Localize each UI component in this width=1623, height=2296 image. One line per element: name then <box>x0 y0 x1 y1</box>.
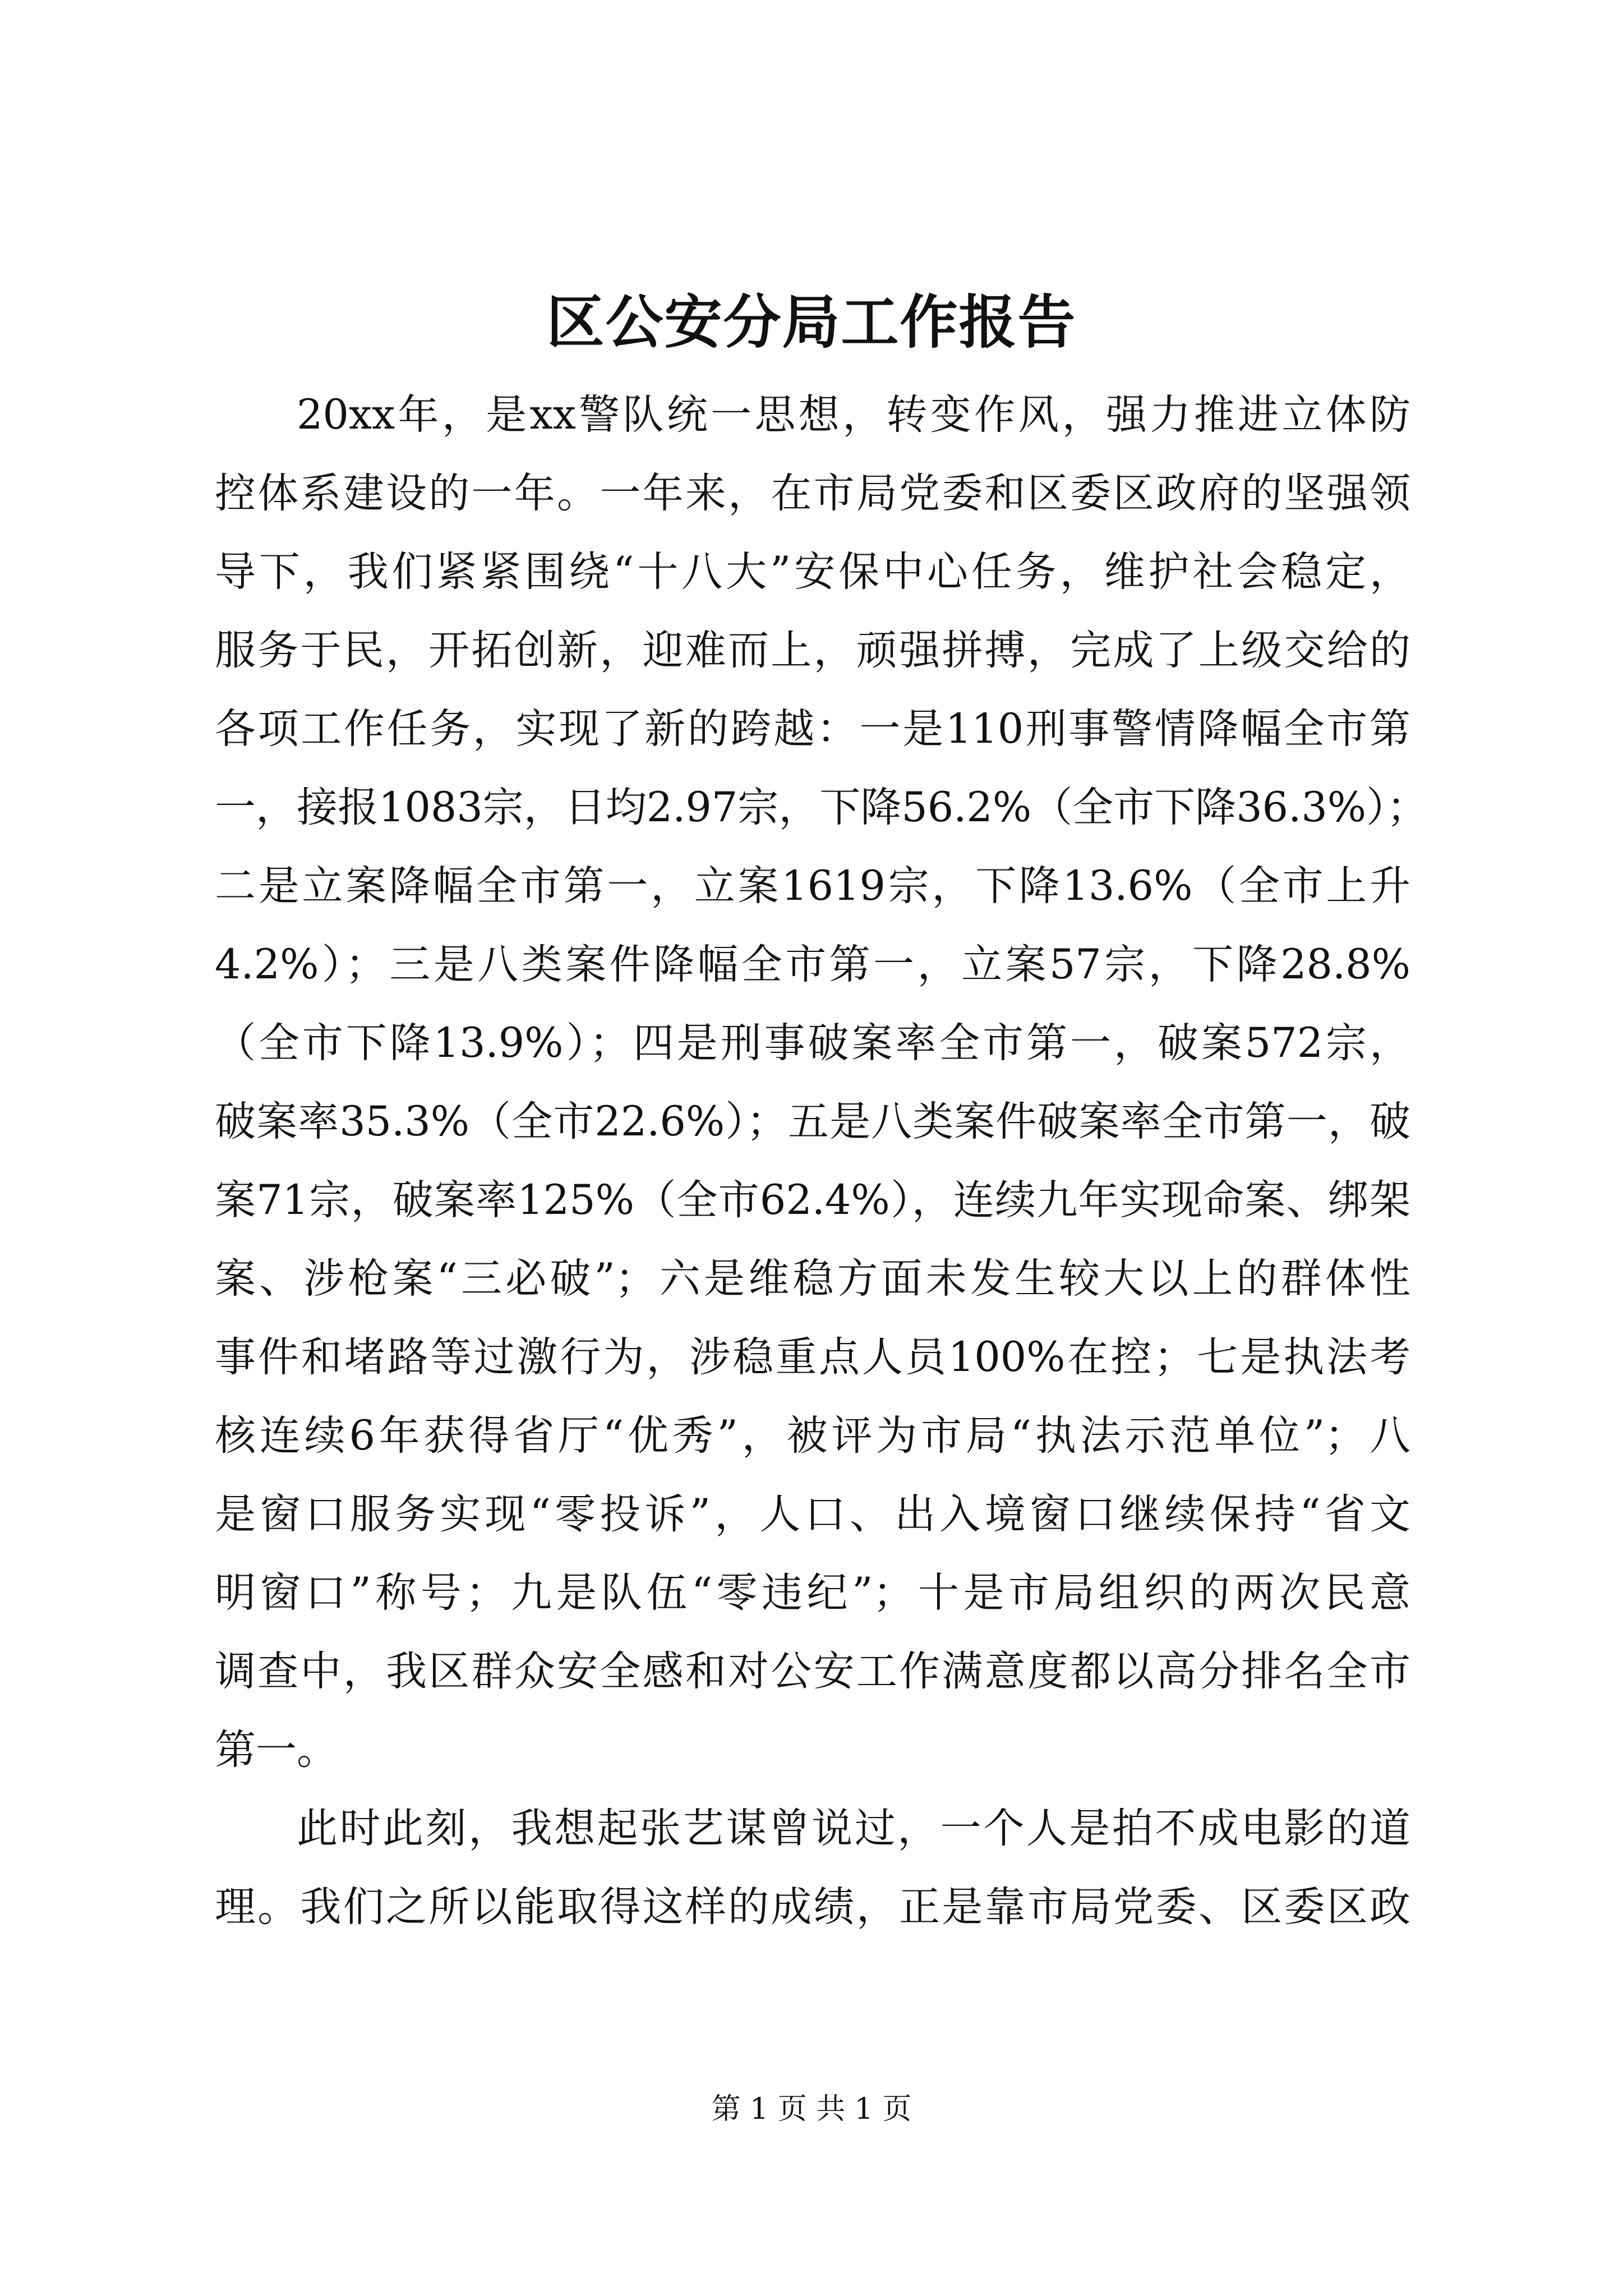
paragraph-line: 4.2%）；三是八类案件降幅全市第一，立案57宗，下降28.8% <box>215 941 1410 988</box>
paragraph-line: 各项工作任务，实现了新的跨越：一是110刑事警情降幅全市第 <box>215 705 1410 753</box>
paragraph-line: 破案率35.3%（全市22.6%）；五是八类案件破案率全市第一，破 <box>215 1098 1410 1145</box>
paragraph-line: 调查中，我区群众安全感和对公安工作满意度都以高分排名全市 <box>215 1648 1410 1695</box>
paragraph-line: 二是立案降幅全市第一，立案1619宗，下降13.6%（全市上升 <box>215 862 1410 910</box>
paragraph-line: 事件和堵路等过激行为，涉稳重点人员100%在控；七是执法考 <box>215 1333 1410 1381</box>
document-title: 区公安分局工作报告 <box>546 288 1077 356</box>
paragraph-line: 第一。 <box>215 1726 338 1774</box>
paragraph-line: 服务于民，开拓创新，迎难而上，顽强拼搏，完成了上级交给的 <box>215 627 1410 674</box>
paragraph-line: 导下，我们紧紧围绕“十八大”安保中心任务，维护社会稳定， <box>215 548 1410 596</box>
paragraph-line: 控体系建设的一年。一年来，在市局党委和区委区政府的坚强领 <box>215 470 1410 517</box>
page-footer: 第 1 页 共 1 页 <box>711 2092 912 2126</box>
paragraph-line: 核连续6年获得省厅“优秀”，被评为市局“执法示范单位”；八 <box>215 1412 1410 1460</box>
paragraph-line: 一，接报1083宗，日均2.97宗，下降56.2%（全市下降36.3%）； <box>215 784 1428 831</box>
document-body <box>215 376 1428 1947</box>
paragraph-line: 理。我们之所以能取得这样的成绩，正是靠市局党委、区委区政 <box>215 1883 1410 1931</box>
paragraph-line: 此时此刻，我想起张艺谋曾说过，一个人是拍不成电影的道 <box>297 1805 1410 1852</box>
paragraph-line: 明窗口”称号；九是队伍“零违纪”；十是市局组织的两次民意 <box>215 1569 1410 1617</box>
paragraph-line: 案71宗，破案率125%（全市62.4%），连续九年实现命案、绑架 <box>215 1176 1410 1224</box>
paragraph-line: 是窗口服务实现“零投诉”，人口、出入境窗口继续保持“省文 <box>215 1490 1410 1538</box>
paragraph-line: 案、涉枪案“三必破”；六是维稳方面未发生较大以上的群体性 <box>215 1255 1410 1303</box>
paragraph-line: 20xx年，是xx警队统一思想，转变作风，强力推进立体防 <box>297 391 1410 439</box>
paragraph-line: （全市下降13.9%）；四是刑事破案率全市第一，破案572宗， <box>215 1019 1410 1067</box>
